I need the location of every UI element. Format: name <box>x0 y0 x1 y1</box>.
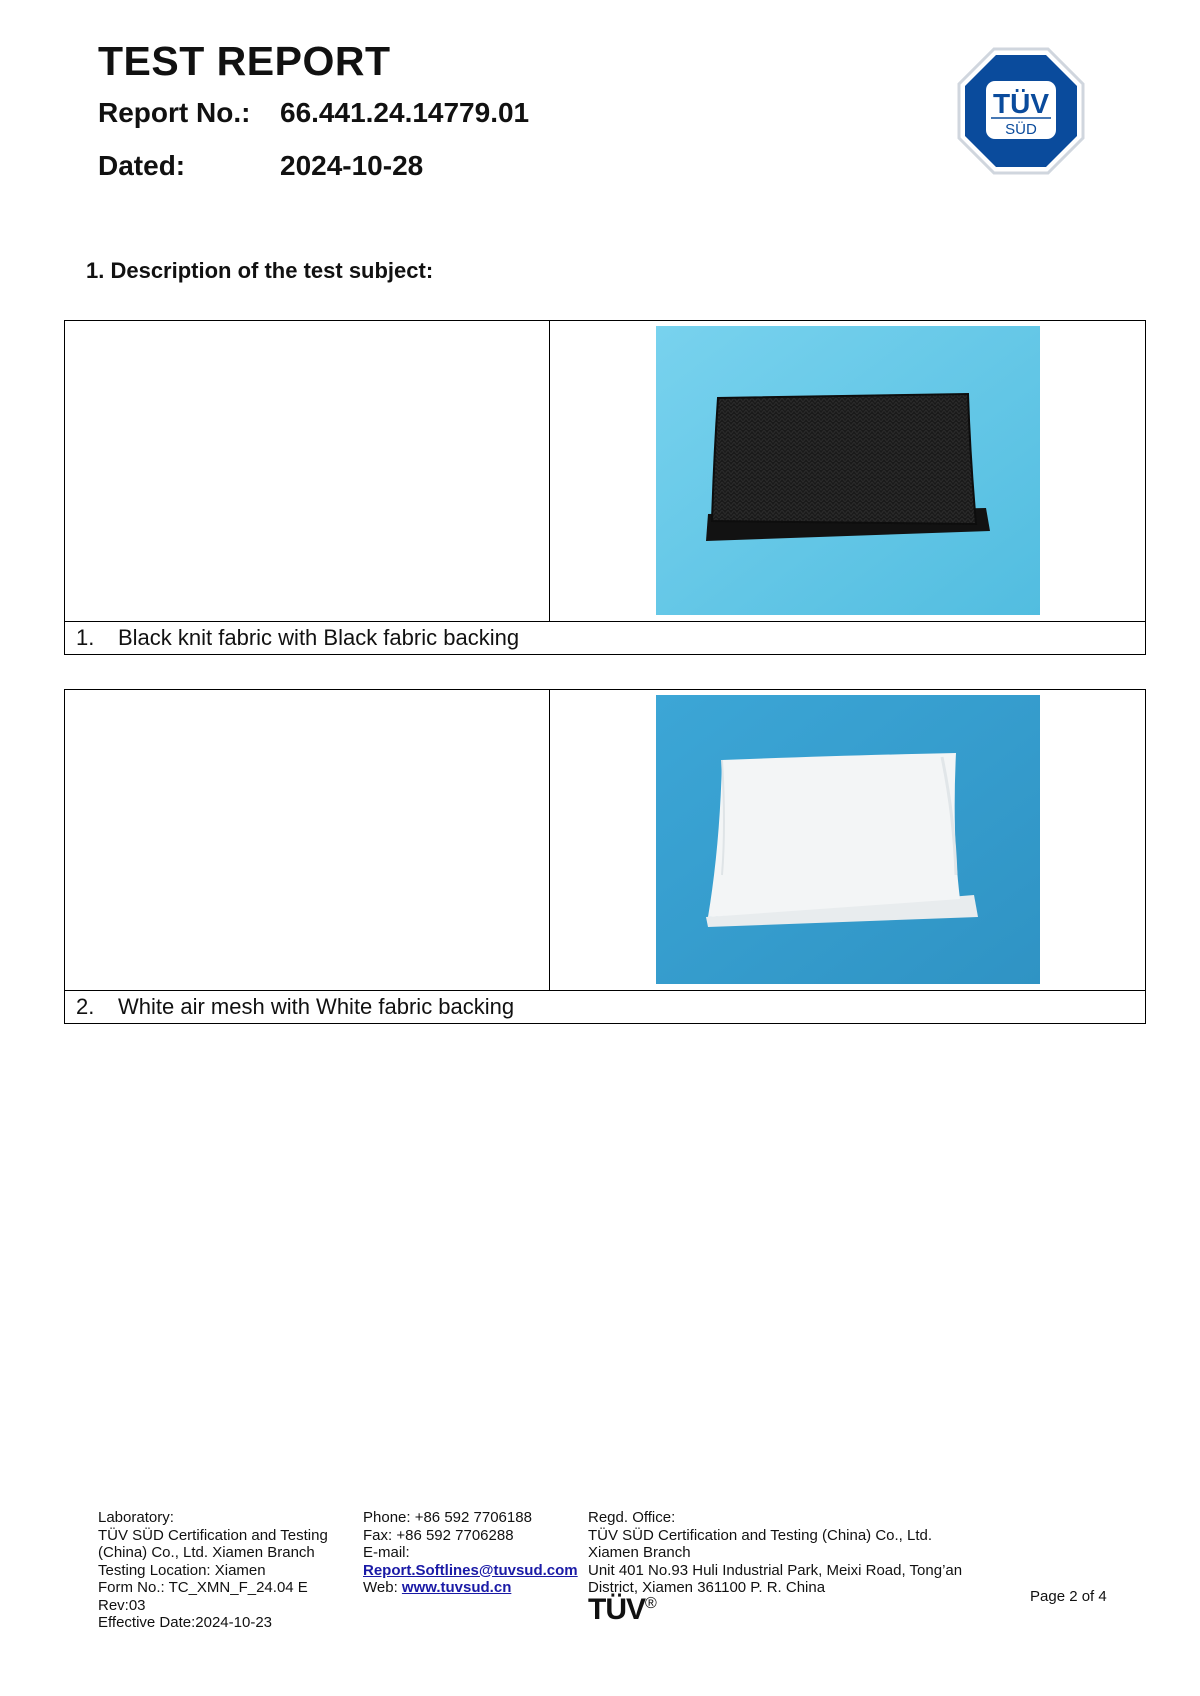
tuv-sud-logo <box>955 45 1087 177</box>
sample-caption <box>65 622 1145 654</box>
footer-laboratory <box>98 1509 328 1632</box>
footer-contact <box>363 1509 578 1597</box>
lab-line: TÜV SÜD Certification and Testing <box>98 1526 328 1544</box>
sample-caption <box>65 991 1145 1023</box>
email-label: E-mail: <box>363 1544 410 1561</box>
white-fabric-photo <box>656 695 1040 984</box>
lab-line: Testing Location: Xiamen <box>98 1561 266 1579</box>
office-line: TÜV SÜD Certification and Testing (China) Co., Ltd. <box>588 1526 933 1544</box>
dated-value: 2024-10-28 <box>280 150 424 181</box>
dated-label: Dated: <box>98 150 186 181</box>
report-number-label: Report No.: <box>98 97 251 128</box>
lab-line: Effective Date:2024-10-23 <box>98 1614 273 1631</box>
office-line: Unit 401 No.93 Huli Industrial Park, Meixi Road, Tong’an <box>588 1561 963 1579</box>
lab-label: Laboratory: <box>98 1509 174 1526</box>
sample-description: White air mesh with White fabric backing <box>118 994 515 1019</box>
office-label: Regd. Office: <box>588 1509 676 1526</box>
web-label: Web: <box>363 1579 402 1596</box>
section-title: 1. Description of the test subject: <box>86 258 434 283</box>
sample-table-2 <box>64 689 1146 1024</box>
phone-text: Phone: +86 592 7706188 <box>363 1509 532 1526</box>
empty-cell <box>65 690 550 990</box>
sample-photo-row <box>65 690 1145 991</box>
tuv-wordmark-text: TÜV <box>588 1593 645 1626</box>
page-number: Page 2 of 4 <box>1030 1588 1107 1605</box>
email-link[interactable]: Report.Softlines@tuvsud.com <box>363 1561 578 1579</box>
sample-photo-row <box>65 321 1145 622</box>
registered-mark: ® <box>645 1595 656 1612</box>
empty-cell <box>65 321 550 621</box>
web-link[interactable]: www.tuvsud.cn <box>401 1579 512 1596</box>
report-number-value: 66.441.24.14779.01 <box>280 97 530 128</box>
lab-line: Rev:03 <box>98 1596 146 1614</box>
footer-office <box>588 1509 962 1597</box>
lab-line: (China) Co., Ltd. Xiamen Branch <box>98 1544 315 1561</box>
logo-bottom-text: SÜD <box>1005 121 1037 138</box>
sample-description: Black knit fabric with Black fabric backing <box>118 625 520 650</box>
sample-number: 1. <box>76 625 95 650</box>
report-title: TEST REPORT <box>98 38 391 84</box>
black-fabric-photo <box>656 326 1040 615</box>
office-line: District, Xiamen 361100 P. R. China <box>588 1579 826 1596</box>
sample-number: 2. <box>76 994 95 1019</box>
logo-top-text: TÜV <box>993 88 1049 119</box>
fax-text: Fax: +86 592 7706288 <box>363 1526 514 1544</box>
lab-line: Form No.: TC_XMN_F_24.04 E <box>98 1579 308 1596</box>
sample-table-1 <box>64 320 1146 655</box>
office-line: Xiamen Branch <box>588 1544 691 1561</box>
tuv-wordmark <box>588 1593 656 1627</box>
